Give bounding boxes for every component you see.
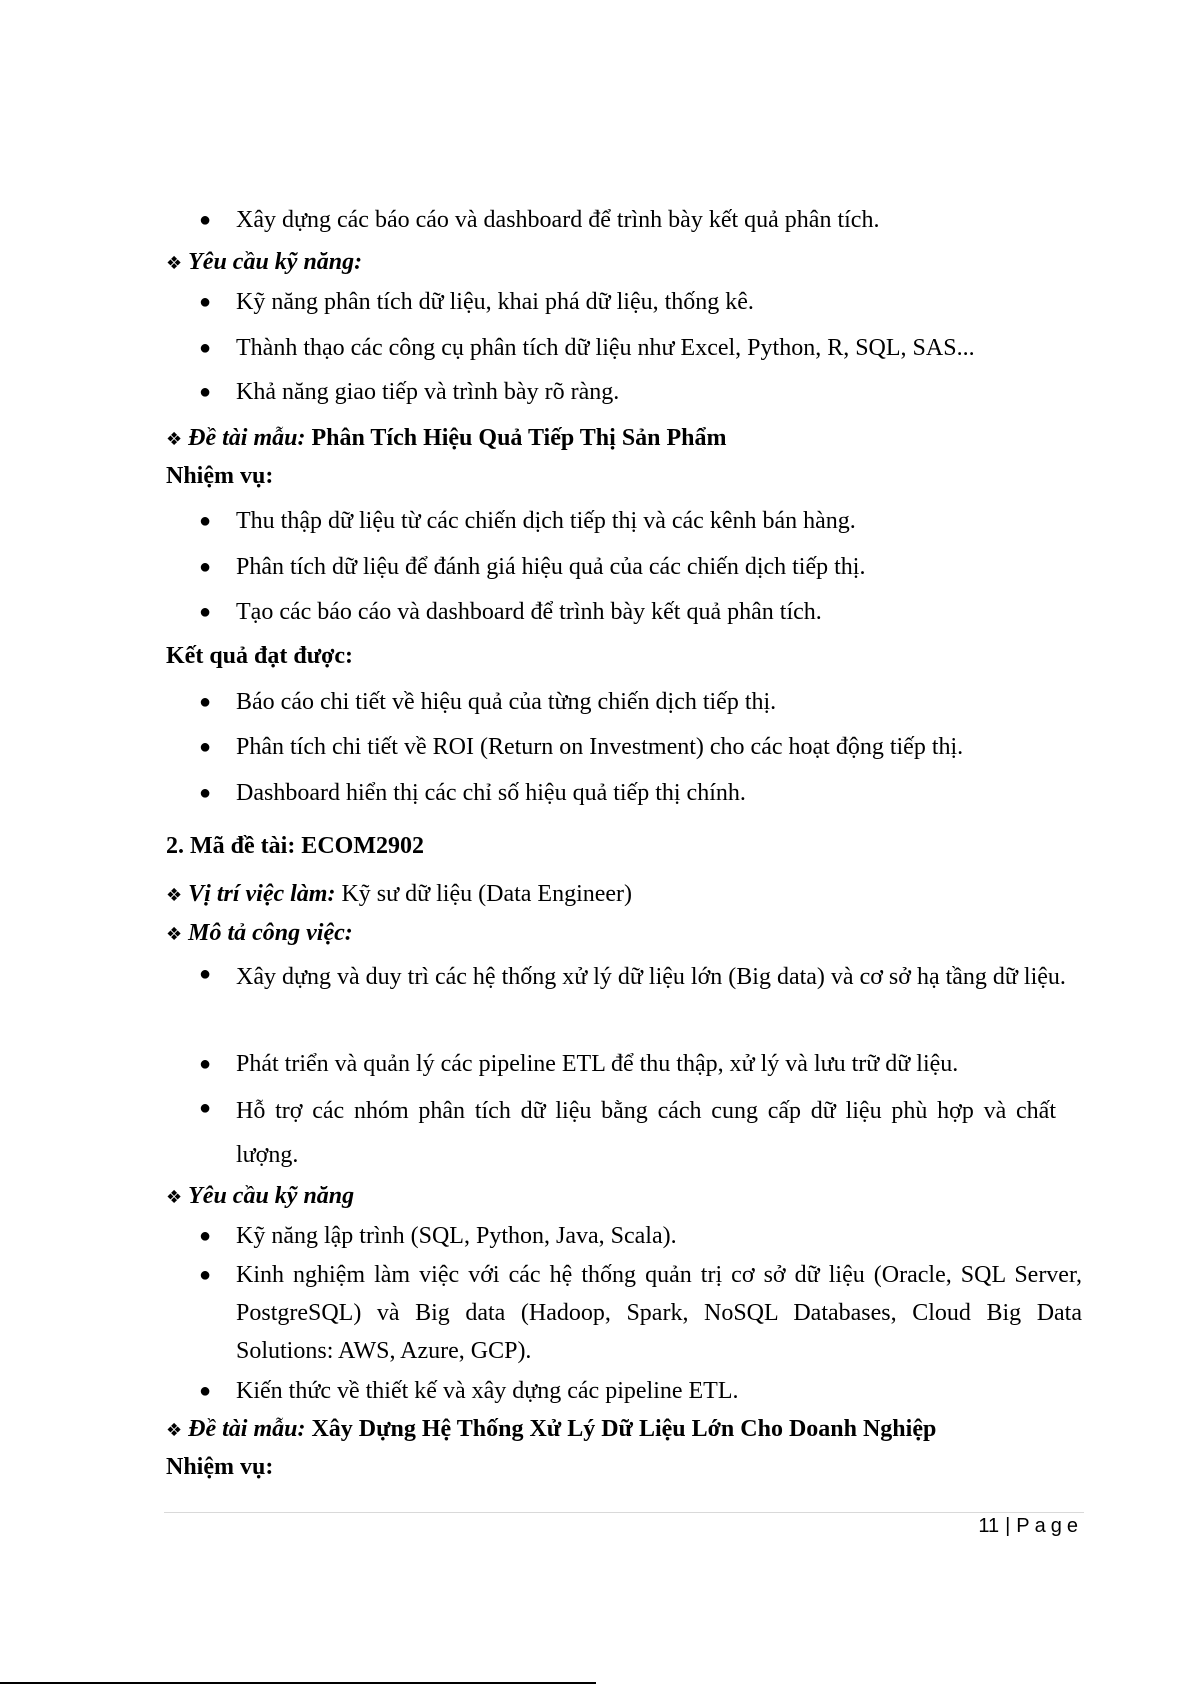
- bullet-icon: ●: [199, 601, 212, 623]
- bullet-icon: ●: [199, 691, 212, 713]
- position-line: ❖ Vị trí việc làm: Kỹ sư dữ liệu (Data Engineer): [166, 881, 633, 907]
- bullet-icon: ●: [199, 337, 212, 359]
- bullet-icon: ●: [199, 209, 212, 231]
- list-item: Thành thạo các công cụ phân tích dữ liệu như Excel, Python, R, SQL, SAS...: [236, 335, 975, 361]
- bullet-icon: ●: [199, 963, 212, 985]
- list-item: Xây dựng và duy trì các hệ thống xử lý dữ liệu lớn (Big data) và cơ sở hạ tầng dữ liệu.: [236, 964, 1066, 990]
- diamond-bullet-icon: ❖: [166, 1420, 183, 1441]
- section-heading: ❖ Mô tả công việc:: [166, 920, 353, 946]
- bullet-icon: ●: [199, 1380, 212, 1402]
- bullet-icon: ●: [199, 556, 212, 578]
- list-item: Phân tích chi tiết về ROI (Return on Investment) cho các hoạt động tiếp thị.: [236, 734, 964, 760]
- list-item: Dashboard hiển thị các chỉ số hiệu quả tiếp thị chính.: [236, 780, 746, 806]
- topic-heading: ❖ Đề tài mẫu: Xây Dựng Hệ Thống Xử Lý Dữ Liệu Lớn Cho Doanh Nghiệp: [166, 1416, 937, 1442]
- bullet-icon: ●: [199, 1225, 212, 1247]
- topic-heading: ❖ Đề tài mẫu: Phân Tích Hiệu Quả Tiếp Thị Sản Phẩm: [166, 425, 727, 451]
- bullet-icon: ●: [199, 291, 212, 313]
- diamond-bullet-icon: ❖: [166, 885, 183, 906]
- bullet-icon: ●: [199, 1097, 212, 1119]
- task-heading: Nhiệm vụ:: [166, 1454, 274, 1480]
- diamond-bullet-icon: ❖: [166, 924, 183, 945]
- footer-separator: |: [1005, 1515, 1011, 1537]
- footer-divider: [164, 1512, 1084, 1513]
- list-item: Thu thập dữ liệu từ các chiến dịch tiếp thị và các kênh bán hàng.: [236, 508, 856, 534]
- section-heading: ❖ Yêu cầu kỹ năng:: [166, 249, 363, 275]
- bullet-icon: ●: [199, 381, 212, 403]
- list-item: Báo cáo chi tiết về hiệu quả của từng chiến dịch tiếp thị.: [236, 689, 777, 715]
- page-bottom-line: [0, 1682, 596, 1684]
- bullet-icon: ●: [199, 1264, 212, 1286]
- diamond-bullet-icon: ❖: [166, 1187, 183, 1208]
- task-heading: Nhiệm vụ:: [166, 463, 274, 489]
- diamond-bullet-icon: ❖: [166, 253, 183, 274]
- section-title: 2. Mã đề tài: ECOM2902: [166, 833, 424, 859]
- list-item: Kỹ năng lập trình (SQL, Python, Java, Scala).: [236, 1223, 677, 1249]
- list-item: Kiến thức về thiết kế và xây dựng các pipeline ETL.: [236, 1378, 739, 1404]
- list-item: Khả năng giao tiếp và trình bày rõ ràng.: [236, 379, 620, 405]
- result-heading: Kết quả đạt được:: [166, 643, 354, 669]
- bullet-icon: ●: [199, 736, 212, 758]
- list-item: Kinh nghiệm làm việc với các hệ thống quản trị cơ sở dữ liệu (Oracle, SQL Server, PostgreSQL) và Big data (Hadoop, Spark, NoSQL Databases, Cloud Big Data Solutions: AWS, Azure, GCP).: [236, 1262, 1082, 1364]
- page-number: 11: [978, 1515, 1000, 1537]
- bullet-icon: ●: [199, 782, 212, 804]
- list-item: Kỹ năng phân tích dữ liệu, khai phá dữ liệu, thống kê.: [236, 289, 754, 315]
- page-label: Page: [1016, 1515, 1083, 1537]
- list-item: Phân tích dữ liệu để đánh giá hiệu quả của các chiến dịch tiếp thị.: [236, 554, 866, 580]
- section-heading: ❖ Yêu cầu kỹ năng: [166, 1183, 355, 1209]
- bullet-icon: ●: [199, 510, 212, 532]
- diamond-bullet-icon: ❖: [166, 429, 183, 450]
- list-item: Xây dựng các báo cáo và dashboard để trình bày kết quả phân tích.: [236, 207, 880, 233]
- list-item: Tạo các báo cáo và dashboard để trình bày kết quả phân tích.: [236, 599, 822, 625]
- list-item: Phát triển và quản lý các pipeline ETL để thu thập, xử lý và lưu trữ dữ liệu.: [236, 1051, 959, 1077]
- list-item: Hỗ trợ các nhóm phân tích dữ liệu bằng cách cung cấp dữ liệu phù hợp và chất lượng.: [236, 1098, 1056, 1168]
- page-footer: [978, 1512, 1083, 1540]
- bullet-icon: ●: [199, 1053, 212, 1075]
